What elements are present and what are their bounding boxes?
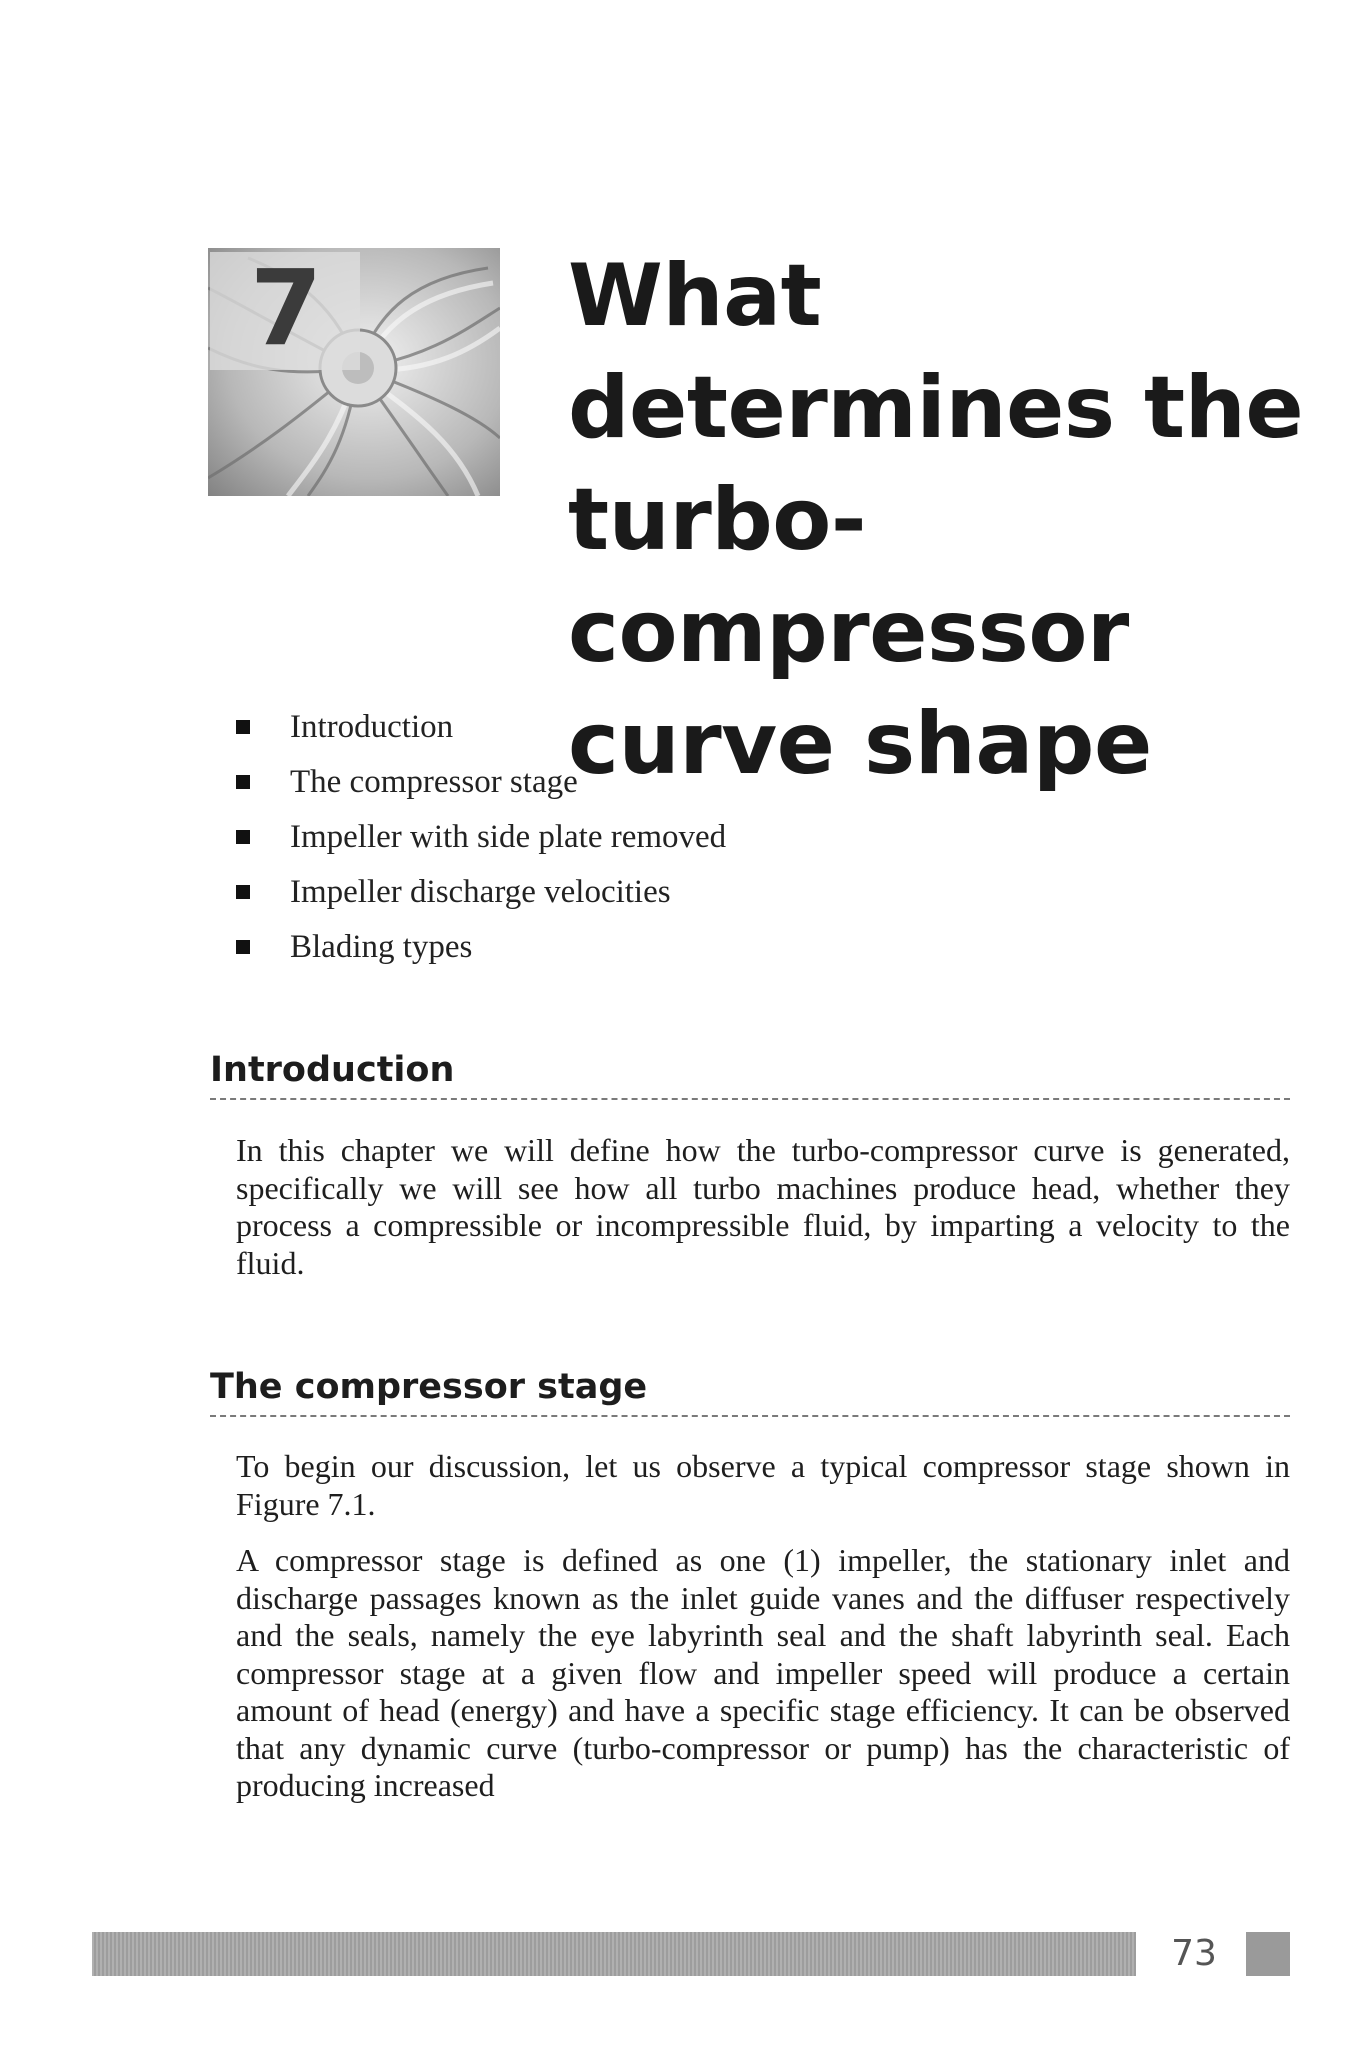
- contents-item: [232, 700, 726, 755]
- contents-item: [232, 810, 726, 865]
- square-bullet-icon: [236, 885, 250, 899]
- chapter-number: 7: [250, 247, 323, 369]
- contents-item-label: Impeller discharge velocities: [290, 874, 671, 910]
- compressor-stage-paragraph-2: A compressor stage is defined as one (1) impeller, the stationary inlet and discharge passages known as the inlet guide vanes and the diffuser respectively and the seals, namely the eye labyrinth seal and the shaft labyrinth seal. Each compressor stage at a given flow and impeller speed will produce a certain amount of head (energy) and have a specific stage efficiency. It can be observed that any dynamic curve (turbo-compressor or pump) has the characteristic of producing increased: [236, 1542, 1290, 1803]
- contents-item: [232, 920, 726, 975]
- footer-bar: [92, 1932, 1136, 1976]
- contents-item: [232, 755, 726, 810]
- square-bullet-icon: [236, 940, 250, 954]
- page-number: 73: [1171, 1933, 1217, 1974]
- chapter-title: What determines the turbo-compressor curve shape: [568, 246, 1304, 794]
- introduction-paragraph: In this chapter we will define how the turbo-compressor curve is generated, specifically we will see how all turbo machines produce head, whether they process a compressible or incompressible fluid, by imparting a velocity to the fluid.: [236, 1132, 1290, 1281]
- chapter-number-box: [210, 247, 360, 370]
- contents-item-label: The compressor stage: [290, 764, 578, 800]
- contents-item: [232, 865, 726, 920]
- section-heading-compressor-stage: The compressor stage: [210, 1367, 1290, 1417]
- contents-item-label: Impeller with side plate removed: [290, 819, 727, 855]
- contents-item-label: Blading types: [290, 929, 473, 965]
- section-heading-introduction: Introduction: [210, 1050, 1290, 1100]
- compressor-stage-paragraph-1: To begin our discussion, let us observe a typical compressor stage shown in Figure 7.1.: [236, 1448, 1290, 1522]
- square-bullet-icon: [236, 830, 250, 844]
- chapter-contents-list: [232, 700, 726, 975]
- footer-square: [1246, 1932, 1290, 1976]
- square-bullet-icon: [236, 775, 250, 789]
- square-bullet-icon: [236, 720, 250, 734]
- contents-item-label: Introduction: [290, 709, 454, 745]
